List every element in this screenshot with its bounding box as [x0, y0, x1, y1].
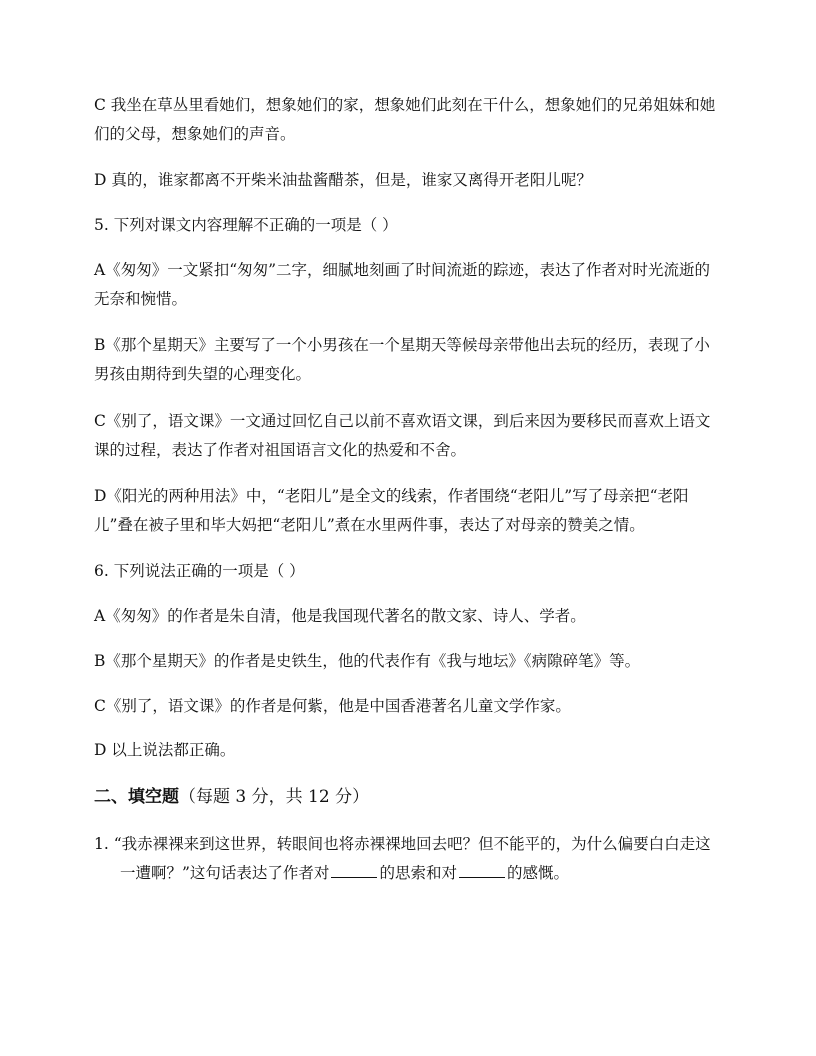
option-d-q4: D 真的，谁家都离不开柴米油盐酱醋茶，但是，谁家又离得开老阳儿呢？ — [94, 171, 592, 189]
section-note: （每题 3 分，共 12 分） — [179, 787, 370, 807]
section-title: 二、填空题 — [94, 787, 179, 807]
option-a-q6: A《匆匆》的作者是朱自清，他是我国现代著名的散文家、诗人、学者。 — [94, 607, 586, 625]
question-6: 6. 下列说法正确的一项是（ ） — [94, 562, 305, 580]
option-b-q6: B《那个星期天》的作者是史铁生，他的代表作有《我与地坛》《病隙碎笔》等。 — [94, 652, 641, 670]
section-heading — [94, 782, 369, 812]
option-c-q4: C 我坐在草丛里看她们，想象她们的家，想象她们此刻在干什么，想象她们的兄弟姐妹和她们的父母，想象她们的声音。 — [94, 96, 716, 143]
option-c-q6: C《别了，语文课》的作者是何紫，他是中国香港著名儿童文学作家。 — [94, 697, 571, 715]
fill-question-1 — [94, 830, 724, 888]
fill-question-1-text-b: 的思索和对 — [379, 864, 457, 882]
option-d-q6: D 以上说法都正确。 — [94, 741, 236, 759]
fill-question-1-text-a: 1. “我赤裸裸来到这世界，转眼间也将赤裸裸地回去吧？但不能平的，为什么偏要白白走这一遭啊？”这句话表达了作者对 — [94, 835, 711, 882]
option-a-q5: A《匆匆》一文紧扣“匆匆”二字，细腻地刻画了时间流逝的踪迹，表达了作者对时光流逝的无奈和惋惜。 — [94, 261, 711, 308]
fill-question-1-text-c: 的感慨。 — [506, 864, 569, 882]
option-c-q5: C《别了，语文课》一文通过回忆自己以前不喜欢语文课，到后来因为要移民而喜欢上语文课的过程，表达了作者对祖国语言文化的热爱和不舍。 — [94, 412, 711, 459]
question-5: 5. 下列对课文内容理解不正确的一项是（ ） — [94, 216, 398, 234]
answer-blank-2[interactable] — [459, 876, 505, 878]
option-d-q5: D《阳光的两种用法》中，“老阳儿”是全文的线索，作者围绕“老阳儿”写了母亲把“老阳儿”叠在被子里和毕大妈把“老阳儿”煮在水里两件事，表达了对母亲的赞美之情。 — [94, 487, 689, 534]
answer-blank-1[interactable] — [331, 876, 377, 878]
option-b-q5: B《那个星期天》主要写了一个小男孩在一个星期天等候母亲带他出去玩的经历，表现了小男孩由期待到失望的心理变化。 — [94, 336, 710, 383]
